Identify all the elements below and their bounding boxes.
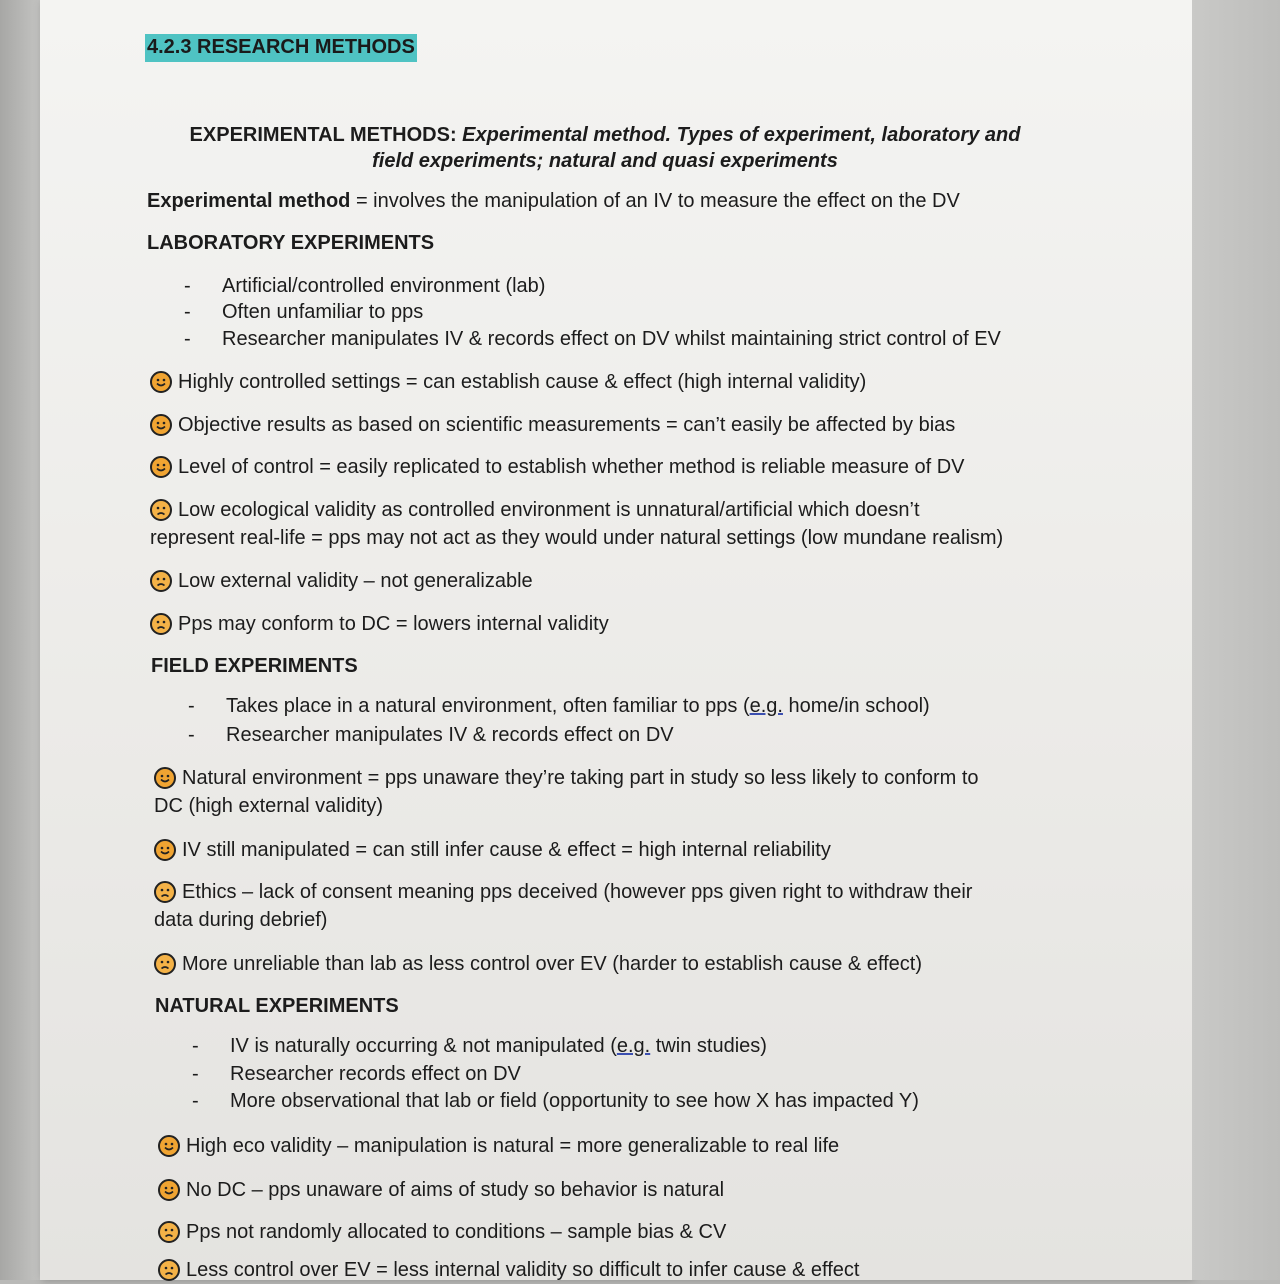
definition bbox=[147, 188, 960, 214]
field-eval-3 bbox=[154, 878, 972, 934]
dash-bullet: - bbox=[192, 1063, 199, 1085]
list-item bbox=[184, 273, 546, 299]
desk-edge-right bbox=[1192, 0, 1280, 1280]
heading-rest: Experimental method. Types of experiment, laboratory and bbox=[462, 124, 1021, 146]
smiling-face-icon bbox=[158, 1135, 180, 1157]
frowning-face-icon bbox=[154, 881, 176, 903]
eval-text: Less control over EV = less internal validity so difficult to infer cause & effect bbox=[186, 1259, 860, 1281]
bullet-text: IV is naturally occurring & not manipulated ( bbox=[230, 1035, 617, 1057]
bullet-text: Artificial/controlled environment (lab) bbox=[222, 275, 546, 297]
smiling-face-icon bbox=[150, 371, 172, 393]
bullet-text: More observational that lab or field (opportunity to see how X has impacted Y) bbox=[230, 1090, 919, 1112]
lab-eval-3 bbox=[150, 453, 965, 481]
field-title: FIELD EXPERIMENTS bbox=[151, 655, 358, 677]
eval-text: Ethics – lack of consent meaning pps deceived (however pps given right to withdraw their bbox=[182, 881, 973, 903]
natural-eval-3 bbox=[158, 1218, 726, 1246]
eval-text: More unreliable than lab as less control over EV (harder to establish cause & effect) bbox=[182, 953, 923, 975]
eval-text: No DC – pps unaware of aims of study so behavior is natural bbox=[186, 1179, 725, 1201]
dash-bullet: - bbox=[184, 275, 191, 297]
frowning-face-icon bbox=[150, 613, 172, 635]
eval-text: Level of control = easily replicated to establish whether method is reliable measure of DV bbox=[178, 456, 965, 478]
eval-text: High eco validity – manipulation is natural = more generalizable to real life bbox=[186, 1135, 840, 1157]
eval-text: Pps not randomly allocated to conditions – sample bias & CV bbox=[186, 1221, 727, 1243]
smiling-face-icon bbox=[150, 414, 172, 436]
frowning-face-icon bbox=[150, 499, 172, 521]
list-item bbox=[184, 299, 424, 325]
heading-line2: field experiments; natural and quasi experiments bbox=[372, 150, 838, 172]
eval-text: Natural environment = pps unaware they’re taking part in study so less likely to conform to bbox=[182, 767, 979, 789]
bullet-text: Researcher manipulates IV & records effect on DV whilst maintaining strict control of EV bbox=[222, 328, 1001, 350]
lab-title: LABORATORY EXPERIMENTS bbox=[147, 232, 435, 254]
page-heading bbox=[160, 122, 1050, 174]
lab-eval-2 bbox=[150, 411, 955, 439]
eval-text: IV still manipulated = can still infer cause & effect = high internal reliability bbox=[182, 839, 831, 861]
section-title: 4.2.3 RESEARCH METHODS bbox=[145, 34, 417, 62]
lab-eval-5 bbox=[150, 567, 533, 595]
dash-bullet: - bbox=[184, 301, 191, 323]
lab-eval-1 bbox=[150, 368, 866, 396]
natural-eval-2 bbox=[158, 1176, 724, 1204]
definition-term: Experimental method bbox=[147, 190, 351, 212]
lab-eval-4 bbox=[150, 496, 1003, 552]
eval-text: Pps may conform to DC = lowers internal validity bbox=[178, 613, 609, 635]
field-eval-4 bbox=[154, 950, 922, 978]
bullet-text: Researcher manipulates IV & records effect on DV bbox=[226, 724, 674, 746]
dash-bullet: - bbox=[192, 1035, 199, 1057]
eval-text: Low ecological validity as controlled environment is unnatural/artificial which doesn’t bbox=[178, 499, 920, 521]
list-item bbox=[192, 1061, 521, 1087]
lab-eval-6 bbox=[150, 610, 609, 638]
smiling-face-icon bbox=[158, 1179, 180, 1201]
eval-text: Objective results as based on scientific measurements = can’t easily be affected by bias bbox=[178, 414, 956, 436]
heading-lead: EXPERIMENTAL METHODS: bbox=[189, 124, 463, 146]
eg-abbreviation: e.g. bbox=[749, 695, 783, 717]
list-item bbox=[188, 693, 930, 719]
list-item bbox=[184, 326, 1001, 352]
eval-text-continued: DC (high external validity) bbox=[154, 795, 383, 817]
eval-text: Low external validity – not generalizable bbox=[178, 570, 533, 592]
definition-text: = involves the manipulation of an IV to measure the effect on the DV bbox=[350, 190, 960, 212]
list-item bbox=[192, 1033, 767, 1059]
dash-bullet: - bbox=[188, 724, 195, 746]
eg-abbreviation: e.g. bbox=[616, 1035, 651, 1057]
dash-bullet: - bbox=[192, 1090, 199, 1112]
bullet-text: Researcher records effect on DV bbox=[230, 1063, 521, 1085]
bullet-text-end: home/in school) bbox=[782, 695, 930, 717]
frowning-face-icon bbox=[158, 1259, 180, 1281]
frowning-face-icon bbox=[150, 570, 172, 592]
eval-text: Highly controlled settings = can establish cause & effect (high internal validity) bbox=[178, 371, 867, 393]
bullet-text: Takes place in a natural environment, often familiar to pps ( bbox=[226, 695, 750, 717]
list-item bbox=[188, 722, 674, 748]
field-eval-2 bbox=[154, 836, 831, 864]
desk-edge-left bbox=[0, 0, 40, 1280]
dash-bullet: - bbox=[188, 695, 195, 717]
frowning-face-icon bbox=[154, 953, 176, 975]
natural-eval-1 bbox=[158, 1132, 839, 1160]
bullet-text-end: twin studies) bbox=[650, 1035, 767, 1057]
eval-text-continued: data during debrief) bbox=[154, 909, 328, 931]
smiling-face-icon bbox=[150, 456, 172, 478]
eval-text-continued: represent real-life = pps may not act as they would under natural settings (low mundane realism) bbox=[150, 527, 1004, 549]
smiling-face-icon bbox=[154, 839, 176, 861]
natural-title: NATURAL EXPERIMENTS bbox=[155, 995, 399, 1017]
dash-bullet: - bbox=[184, 328, 191, 350]
list-item bbox=[192, 1088, 919, 1114]
smiling-face-icon bbox=[154, 767, 176, 789]
frowning-face-icon bbox=[158, 1221, 180, 1243]
bullet-text: Often unfamiliar to pps bbox=[222, 301, 424, 323]
field-eval-1 bbox=[154, 764, 979, 820]
